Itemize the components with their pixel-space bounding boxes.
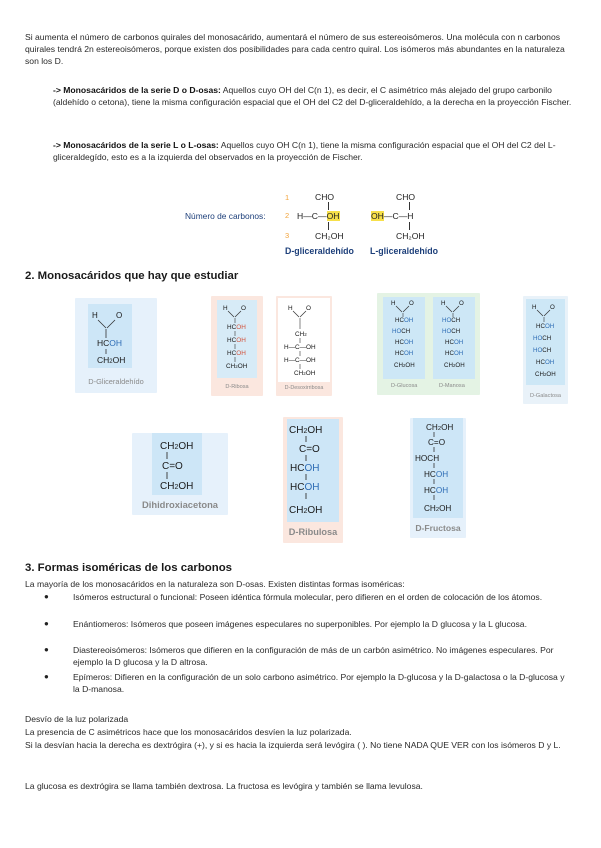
d-glyceraldehyde-name: D-gliceraldehído <box>285 246 354 256</box>
section-3-intro: La mayoría de los monosacáridos en la naturaleza son D-osas. Existen distintas formas isoméricas: <box>25 579 405 589</box>
svg-text:CH2OH: CH2OH <box>424 504 452 513</box>
polar-paragraph-1: La presencia de C asimétricos hace que los monosacáridos desvíen la luz polarizada. <box>25 727 352 737</box>
fructosa-caption: D-Fructosa <box>415 523 461 533</box>
svg-text:HCOH: HCOH <box>395 350 414 357</box>
fructosa-card <box>410 418 466 538</box>
bullet-2: ● <box>44 619 49 628</box>
carbon-number-label: Número de carbonos: <box>185 211 266 221</box>
svg-text:H: H <box>532 304 537 311</box>
svg-text:CH2OH: CH2OH <box>289 505 323 516</box>
dihidroxiacetona-caption: Dihidroxiacetona <box>141 499 219 510</box>
ribulosa-caption: D-Ribulosa <box>288 527 338 537</box>
galactosa-caption: D-Galactosa <box>529 393 562 399</box>
bullet-4: ● <box>44 672 49 681</box>
svg-text:HCOH: HCOH <box>290 482 320 493</box>
svg-text:O: O <box>550 304 555 311</box>
manosa-caption: D-Manosa <box>439 383 465 389</box>
glucosa-caption: D-Glucosa <box>391 383 418 389</box>
intro-paragraph: Si aumenta el número de carbonos quirales del monosacárido, aumentará el número de sus estereoisómeros. Una molécula con n carbonos quirales tendrá 2n estereoisómeros, porque existen dos posibilidades para cada centro quiral. Los isómeros más abundantes en la naturaleza son los D. <box>25 32 565 67</box>
svg-text:CH2OH: CH2OH <box>160 441 194 452</box>
svg-text:CH2: CH2 <box>295 331 307 338</box>
svg-text:HCOH: HCOH <box>395 339 414 346</box>
svg-text:HOCH: HOCH <box>442 328 461 335</box>
svg-text:HCOH: HCOH <box>227 337 246 344</box>
svg-text:H: H <box>223 305 228 312</box>
d-series-paragraph <box>53 84 573 108</box>
svg-text:C=O: C=O <box>299 444 320 455</box>
carbon-number-3: 3 <box>285 231 290 240</box>
d-center: H—C—OH <box>297 211 340 221</box>
l-oh-highlight: OH <box>371 211 384 221</box>
svg-text:HOCH: HOCH <box>415 454 440 463</box>
l-center: OH—C—H <box>371 211 414 221</box>
svg-text:H: H <box>441 300 446 307</box>
svg-text:HCOH: HCOH <box>227 324 246 331</box>
svg-text:H—C—OH: H—C—OH <box>284 357 316 364</box>
gliceraldehido-card <box>75 298 157 393</box>
ribosa-caption: D-Ribosa <box>225 384 249 390</box>
glyceraldehyde-figure <box>181 187 451 262</box>
svg-text:HOCH: HOCH <box>533 335 552 342</box>
svg-text:CH2OH: CH2OH <box>444 362 465 369</box>
section-2-title: 2. Monosacáridos que hay que estudiar <box>25 270 239 282</box>
l-series-paragraph <box>53 139 573 163</box>
d-series-heading: -> Monosacáridos de la serie D o D-osas: <box>53 85 221 95</box>
l-glyceraldehyde-name: L-gliceraldehído <box>370 246 438 256</box>
svg-text:O: O <box>306 305 311 312</box>
isomer-item-enantiomers: Enántiomeros: Isómeros que poseen imágenes especulares no superponibles. Por ejemplo la D glucosa y la L glucosa. <box>73 619 527 629</box>
polar-title: Desvío de la luz polarizada <box>25 714 129 724</box>
l-ch2oh: CH₂OH <box>396 231 425 241</box>
svg-text:H: H <box>391 300 396 307</box>
carbon-number-1: 1 <box>285 193 290 202</box>
svg-text:HCOH: HCOH <box>395 317 414 324</box>
d-series-text: Aquellos cuyo OH del C(n 1), es decir, el C asimétrico más alejado del grupo carbonilo (aldehído o cetona), tiene la misma configuración espacial que el OH del C2 del D-gliceraldehído, a la derecha en la proyección Fischer. <box>53 85 572 108</box>
svg-text:HOCH: HOCH <box>442 317 461 324</box>
svg-text:HCOH: HCOH <box>445 339 464 346</box>
isomer-item-epimers: Epímeros: Difieren en la configuración de un solo carbono asimétrico. Por ejemplo la D-glucosa y la D-galactosa o la D-glucosa y la D-manosa. <box>73 672 565 695</box>
svg-text:CH2OH: CH2OH <box>97 355 126 365</box>
svg-text:CH2OH: CH2OH <box>394 362 415 369</box>
svg-text:HCOH: HCOH <box>536 323 555 330</box>
svg-text:HCOH: HCOH <box>536 359 555 366</box>
section-3-title: 3. Formas isoméricas de los carbonos <box>25 562 233 574</box>
svg-text:CH2OH: CH2OH <box>535 371 556 378</box>
svg-text:CH2OH: CH2OH <box>294 370 316 377</box>
svg-text:H: H <box>92 311 98 320</box>
svg-text:HCOH: HCOH <box>424 486 449 495</box>
desoxirribosa-caption: D-Desoxirribosa <box>284 385 324 391</box>
svg-text:HCOH: HCOH <box>97 338 123 348</box>
svg-text:CH2OH: CH2OH <box>426 423 454 432</box>
svg-text:O: O <box>409 300 414 307</box>
desoxirribosa-card <box>276 296 332 396</box>
carbon-number-2: 2 <box>285 211 290 220</box>
svg-text:CH2OH: CH2OH <box>226 363 248 370</box>
svg-text:H—C—OH: H—C—OH <box>284 344 316 351</box>
svg-text:H: H <box>288 305 293 312</box>
bullet-3: ● <box>44 645 49 654</box>
d-ch2oh: CH₂OH <box>315 231 344 241</box>
glucosa-manosa-card <box>377 293 480 395</box>
isomer-item-diastereoisomers: Diastereoisómeros: Isómeros que difieren en la configuración de más de un carbón asimétrico. No imágenes especulares. Por ejemplo la D glucosa y la D altrosa. <box>73 645 554 668</box>
svg-text:CH2OH: CH2OH <box>160 481 194 492</box>
bullet-1: ● <box>44 592 49 601</box>
d-cho: CHO <box>315 192 335 202</box>
ribulosa-card <box>283 417 343 543</box>
svg-text:O: O <box>241 305 246 312</box>
polar-paragraph-2: Si la desvían hacia la derecha es dextrógira (+), y si es hacia la izquierda será levógira ( ). No tiene NADA QUE VER con los isómeros D y L. <box>25 740 561 750</box>
svg-text:HCOH: HCOH <box>445 350 464 357</box>
galactosa-card <box>523 296 568 404</box>
svg-text:HOCH: HOCH <box>392 328 411 335</box>
l-series-text: Aquellos cuyo OH C(n 1), tiene la misma configuración espacial que el OH del C2 del L-gliceraldegído, esto es a la izquierda del observados en la proyección de Fischer. <box>53 140 556 163</box>
svg-text:CH2OH: CH2OH <box>289 425 323 436</box>
d-oh-highlight: OH <box>326 211 340 221</box>
svg-text:C=O: C=O <box>428 438 446 447</box>
svg-text:O: O <box>459 300 464 307</box>
svg-text:C=O: C=O <box>162 461 183 472</box>
svg-text:O: O <box>116 311 123 320</box>
svg-text:HCOH: HCOH <box>290 463 320 474</box>
svg-text:HCOH: HCOH <box>424 470 449 479</box>
ribosa-card <box>211 296 263 396</box>
svg-text:HCOH: HCOH <box>227 350 246 357</box>
l-cho: CHO <box>396 192 416 202</box>
l-series-heading: -> Monosacáridos de la serie L o L-osas: <box>53 140 219 150</box>
isomer-item-structural: Isómeros estructural o funcional: Poseen idéntica fórmula molecular, pero difieren en el orden de colocación de los átomos. <box>73 592 543 602</box>
gliceraldehido-caption: D-Gliceraldehído <box>88 377 144 386</box>
polar-paragraph-3: La glucosa es dextrógira se llama también dextrosa. La fructosa es levógira y también se llama levulosa. <box>25 781 423 791</box>
dihidroxiacetona-card <box>132 433 228 515</box>
svg-text:HOCH: HOCH <box>533 347 552 354</box>
